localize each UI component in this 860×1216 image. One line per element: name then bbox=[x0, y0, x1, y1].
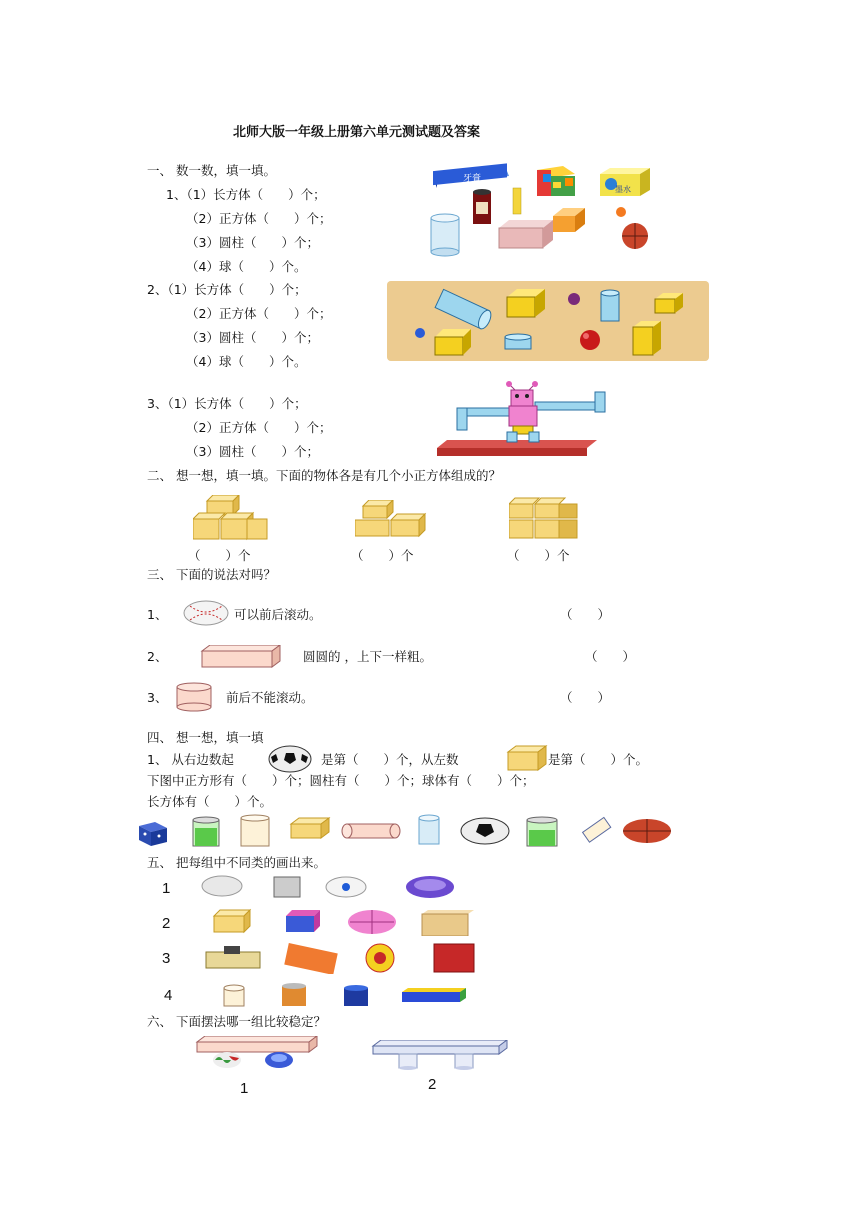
gift-box-icon bbox=[499, 220, 553, 248]
cube-stack-1 bbox=[193, 495, 273, 541]
tea-can-icon bbox=[473, 189, 491, 224]
s2-answer-2: （ ）个 bbox=[351, 548, 414, 563]
s3-q3-num: 3、 bbox=[147, 690, 168, 705]
robot-picture bbox=[437, 380, 607, 458]
cube-stack-3 bbox=[509, 496, 589, 542]
s5-row-3-label: 3 bbox=[162, 950, 171, 967]
s4-line1-c: 是第（ ）个。 bbox=[548, 752, 649, 767]
arrangement-2-label: 2 bbox=[428, 1076, 437, 1093]
basketball-icon-2 bbox=[623, 819, 671, 843]
cube-icon bbox=[506, 744, 550, 772]
section-5-heading: 五、 把每组中不同类的画出来。 bbox=[147, 855, 326, 870]
s3-q2-num: 2、 bbox=[147, 649, 168, 664]
basketball-icon bbox=[622, 223, 648, 249]
cuboid-icon bbox=[200, 645, 282, 669]
rubik-cube-icon bbox=[537, 166, 575, 196]
s5-row-2-objects bbox=[210, 908, 480, 936]
section-2-heading: 二、 想一想，填一填。下面的物体各是有几个小正方体组成的？ bbox=[147, 468, 501, 483]
cylinder-icon bbox=[175, 682, 215, 712]
orange-cube-icon bbox=[553, 208, 585, 232]
s3-q1-num: 1、 bbox=[147, 607, 168, 622]
section-1-heading: 一、 数一数，填一填。 bbox=[147, 163, 276, 178]
s4-line2: 下图中正方形有（ ）个；圆柱有（ ）个；球体有（ ）个； bbox=[147, 773, 535, 788]
s4-line1-a: 1、 从右边数起 bbox=[147, 752, 234, 767]
s5-row-3-objects bbox=[202, 942, 482, 974]
s1-q3-line2: （2）正方体（ ）个； bbox=[186, 420, 332, 435]
tilted-box-icon bbox=[583, 817, 611, 842]
s5-row-4-label: 4 bbox=[164, 987, 173, 1004]
section-3-heading: 三、 下面的说法对吗？ bbox=[147, 567, 276, 582]
small-ball-icon bbox=[616, 207, 626, 217]
objects-row bbox=[137, 812, 677, 850]
arrangement-1 bbox=[195, 1036, 319, 1070]
s3-q3-paren: （ ） bbox=[560, 690, 611, 705]
green-glass-icon bbox=[193, 817, 219, 846]
s3-q1-paren: （ ） bbox=[560, 607, 611, 622]
soccer-ball-icon-2 bbox=[461, 818, 509, 844]
dice-icon bbox=[139, 822, 167, 846]
s1-q2-line3: （3）圆柱（ ）个； bbox=[186, 330, 319, 345]
glass-cylinder-icon bbox=[431, 214, 459, 256]
s3-q2-paren: （ ） bbox=[585, 649, 636, 664]
ink-label: 墨水 bbox=[615, 185, 631, 194]
pale-cylinder-icon bbox=[241, 815, 269, 846]
objects-picture-2 bbox=[387, 281, 709, 361]
upright-cylinder-icon bbox=[601, 290, 619, 321]
cube-stack-2 bbox=[355, 500, 435, 540]
s2-answer-1: （ ）个 bbox=[188, 548, 251, 563]
arrangement-2 bbox=[371, 1040, 511, 1072]
s1-q1-line1: 1、（1）长方体（ ）个； bbox=[166, 187, 326, 202]
green-jar-icon bbox=[527, 817, 557, 846]
objects-picture-1 bbox=[425, 162, 665, 262]
s2-answer-3: （ ）个 bbox=[507, 548, 570, 563]
section-4-heading: 四、 想一想，填一填 bbox=[147, 730, 264, 745]
s1-q2-line1: 2、（1）长方体（ ）个； bbox=[147, 282, 307, 297]
yellow-box-icon bbox=[291, 818, 329, 838]
s4-line1-b: 是第（ ）个，从左数 bbox=[321, 752, 459, 767]
s3-q2-text: 圆圆的 ，上下一样粗。 bbox=[303, 649, 432, 664]
lying-cylinder-icon bbox=[342, 824, 400, 838]
s1-q2-line4: （4）球（ ）个。 bbox=[186, 354, 307, 369]
s1-q1-line3: （3）圆柱（ ）个； bbox=[186, 235, 319, 250]
glass-cup-icon bbox=[419, 815, 439, 844]
section-6-heading: 六、 下面摆法哪一组比较稳定？ bbox=[147, 1014, 326, 1029]
ink-box-icon bbox=[600, 168, 650, 196]
s5-row-1-objects bbox=[200, 873, 460, 901]
s1-q2-line2: （2）正方体（ ）个； bbox=[186, 306, 332, 321]
baseball-icon bbox=[182, 600, 230, 626]
s1-q3-line3: （3）圆柱（ ）个； bbox=[186, 444, 319, 459]
arrangement-1-label: 1 bbox=[240, 1080, 249, 1097]
s3-q3-text: 前后不能滚动。 bbox=[226, 690, 314, 705]
s4-line3: 长方体有（ ）个。 bbox=[147, 794, 273, 809]
s5-row-1-label: 1 bbox=[162, 880, 171, 897]
s3-q1-text: 可以前后滚动。 bbox=[234, 607, 322, 622]
soccer-ball-icon bbox=[268, 745, 312, 773]
s5-row-2-label: 2 bbox=[162, 915, 171, 932]
toothpaste-label: 牙膏 bbox=[463, 174, 482, 184]
s1-q1-line2: （2）正方体（ ）个； bbox=[186, 211, 332, 226]
page-title: 北师大版一年级上册第六单元测试题及答案 bbox=[233, 125, 481, 140]
yellow-cube-icon bbox=[507, 289, 545, 317]
s5-row-4-objects bbox=[218, 982, 468, 1008]
s1-q1-line4: （4）球（ ）个。 bbox=[186, 259, 307, 274]
s1-q3-line1: 3、（1）长方体（ ）个； bbox=[147, 396, 307, 411]
